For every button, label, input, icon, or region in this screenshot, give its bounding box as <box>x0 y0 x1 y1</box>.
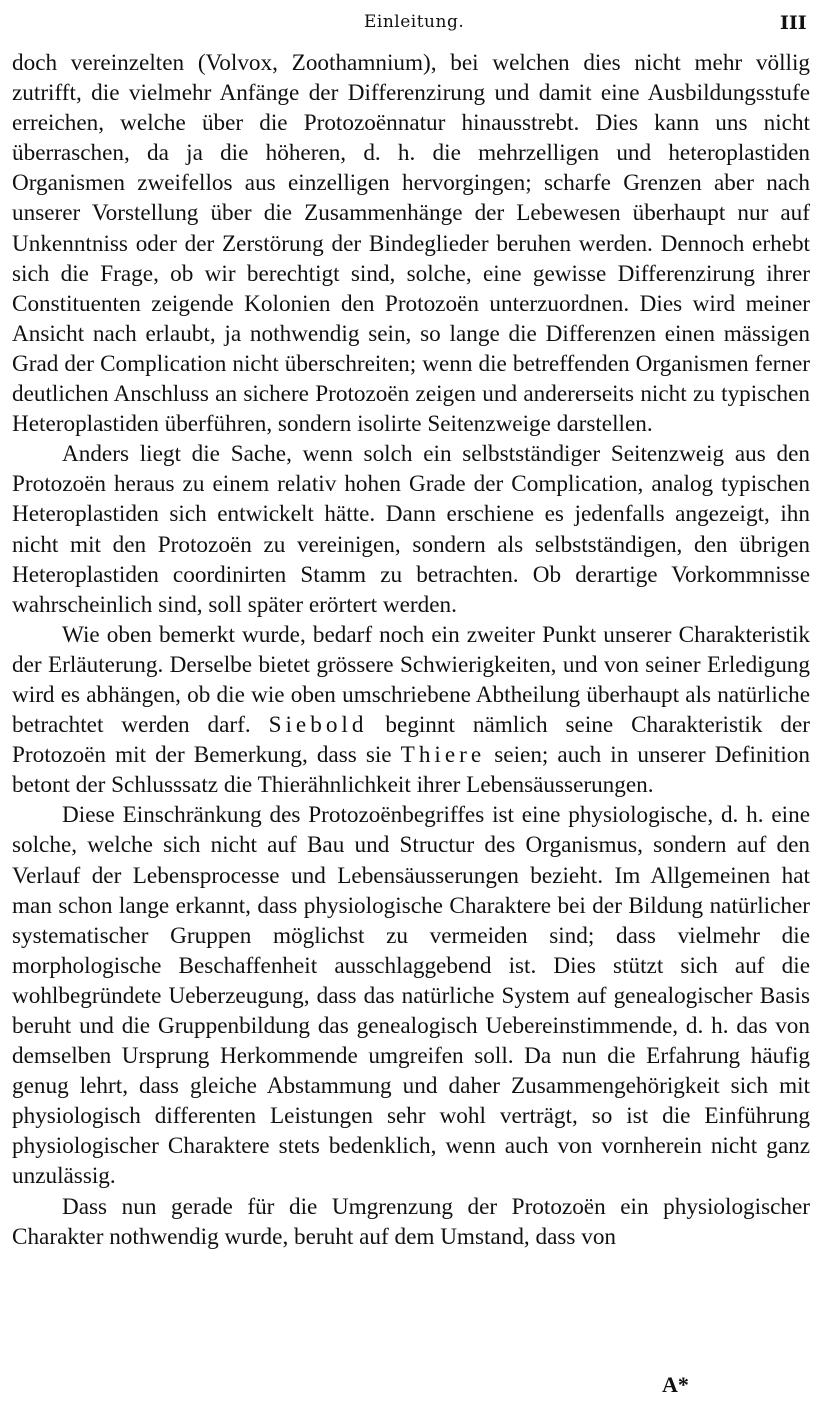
paragraph-3 <box>12 620 810 801</box>
paragraph-5: Dass nun gerade für die Umgrenzung der Protozoën ein physiologischer Charakter nothwendig wurde, beruht auf dem Umstand, dass von <box>12 1193 810 1250</box>
paragraph-1: doch vereinzelten (Volvox, Zoothamnium), bei welchen dies nicht mehr völlig zutrifft, die vielmehr Anfänge der Differenzirung und damit eine Ausbildungsstufe erreichen, welche über die Protozoënnatur hinausstrebt. Dies kann uns nicht überraschen, da ja die höheren, d. h. die mehrzelligen und heteroplastiden Organismen zweifellos aus einzelligen hervorgingen; scharfe Grenzen aber nach unserer Vorstellung über die Zusammenhänge der Lebewesen überhaupt nur auf Unkenntniss oder der Zerstörung der Bindeglieder beruhen werden. Dennoch erhebt sich die Frage, ob wir berechtigt sind, solche, eine gewisse Differenzirung ihrer Constituenten zeigende Kolonien den Protozoën unterzuordnen. Dies wird meiner Ansicht nach erlaubt, ja nothwendig sein, so lange die Differenzen einen mässigen Grad der Complication nicht überschreiten; wenn die betreffenden Organismen ferner deutlichen Anschluss an sichere Protozoën zeigen und andererseits nicht zu typischen Heteroplastiden überführen, sondern isolirte Seitenzweige darstellen. <box>12 50 810 438</box>
paragraph-4: Diese Einschränkung des Protozoënbegriffes ist eine physiologische, d. h. eine solche, welche sich nicht auf Bau und Structur des Organismus, sondern auf den Verlauf der Lebensprocesse und Lebensäusserungen bezieht. Im Allgemeinen hat man schon lange erkannt, dass physiologische Charaktere bei der Bildung natürlicher systematischer Gruppen möglichst zu vermeiden sind; dass vielmehr die morphologische Beschaffenheit ausschlaggebend ist. Dies stützt sich auf die wohlbegründete Ueberzeugung, dass das natürliche System auf genealogischer Basis beruht und die Gruppenbildung das genealogisch Uebereinstimmende, d. h. das von demselben Ursprung Herkommende umgreifen soll. Da nun die Erfahrung häufig genug lehrt, dass gleiche Abstammung und daher Zusammengehörigkeit sich mit physiologisch differenten Leistungen sehr wohl verträgt, so ist die Einführung physiologischer Charaktere stets bedenklich, wenn auch von vornherein nicht ganz unzulässig. <box>12 802 810 1190</box>
page-number: III <box>780 12 807 34</box>
signature-mark: A* <box>662 1372 689 1397</box>
emphasis-thiere: Thiere <box>400 742 486 769</box>
body-text <box>12 48 810 1252</box>
running-title: Einleitung. <box>364 12 465 32</box>
running-head <box>0 8 828 38</box>
paragraph-3-part2: beginnt nämlich seine Charakteristik der Protozoën mit der Bemerkung, dass sie <box>12 712 810 769</box>
paragraph-3-part1: Wie oben bemerkt wurde, bedarf noch ein zweiter Punkt unserer Charakteristik der Erläuterung. Derselbe bietet grössere Schwierigkeiten, und von seiner Erledigung wird es abhängen, ob die wie oben umschriebene Abtheilung überhaupt als natürliche betrachtet werden darf. <box>12 621 810 739</box>
author-name-siebold: Siebold <box>268 712 368 739</box>
paragraph-2: Anders liegt die Sache, wenn solch ein selbstständiger Seitenzweig aus den Protozoën heraus zu einem relativ hohen Grade der Complication, analog typischen Heteroplastiden sich entwickelt hätte. Dann erschiene es jedenfalls angezeigt, ihn nicht mit den Protozoën zu vereinigen, sondern als selbstständigen, den übrigen Heteroplastiden coordinirten Stamm zu betrachten. Ob derartige Vorkommnisse wahrscheinlich sind, soll später erörtert werden. <box>12 441 810 618</box>
paragraph-3-part3: seien; auch in unserer Definition betont der Schlusssatz die Thierähnlichkeit ihrer Lebensäusserungen. <box>12 742 810 799</box>
